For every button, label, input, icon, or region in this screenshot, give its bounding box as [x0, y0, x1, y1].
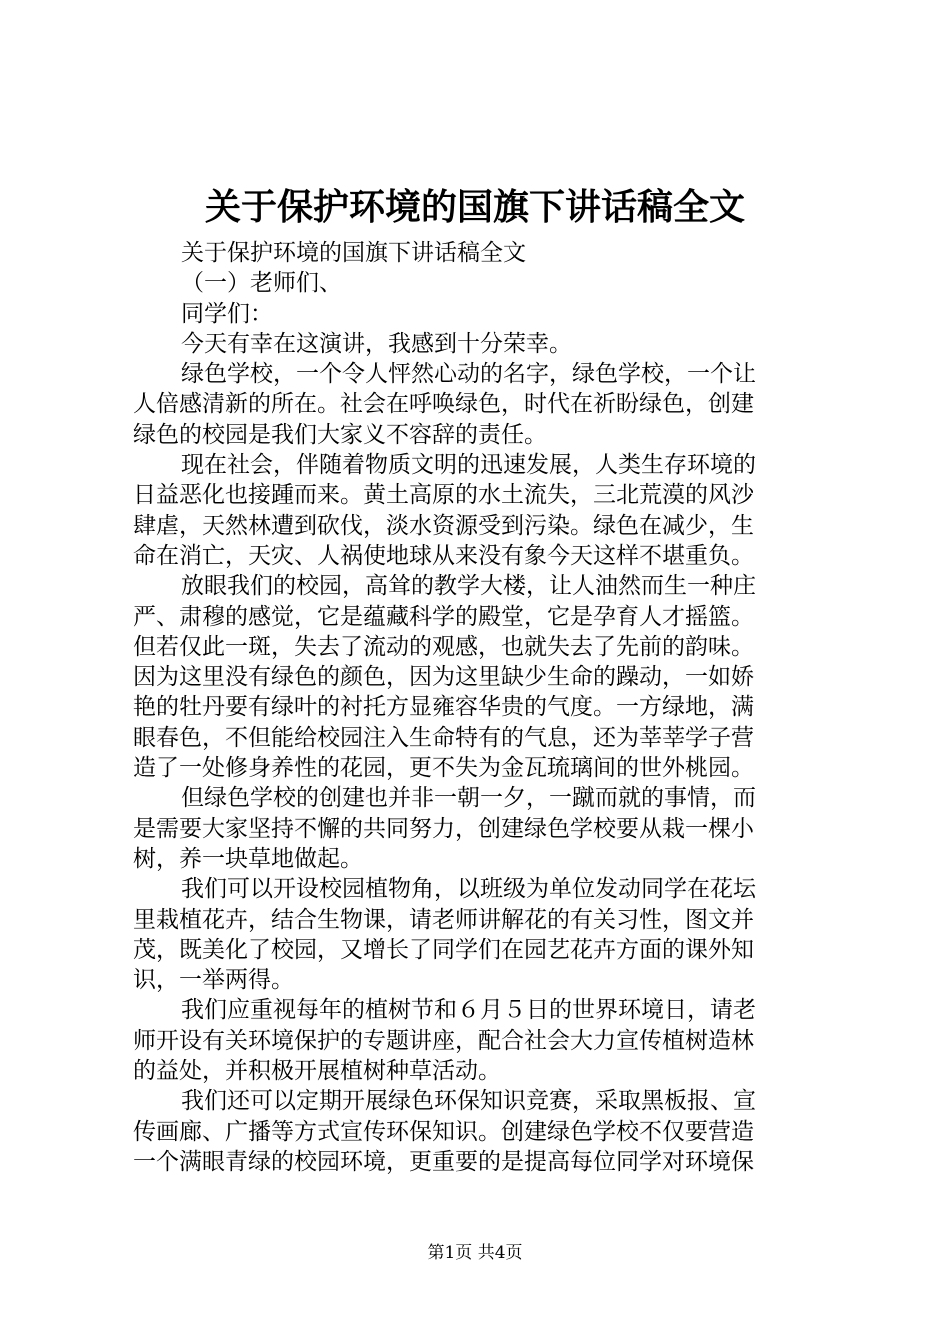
text-line: 眼春色，不但能给校园注入生命特有的气息，还为莘莘学子营: [133, 724, 754, 751]
text-line: 一个满眼青绿的校园环境，更重要的是提高每位同学对环境保: [133, 1148, 754, 1175]
text-line: 识，一举两得。: [133, 967, 294, 994]
text-line: 艳的牡丹要有绿叶的衬托方显雍容华贵的气度。一方绿地，满: [133, 694, 754, 721]
text-line: 我们可以开设校园植物角，以班级为单位发动同学在花坛: [181, 876, 756, 903]
text-line: 绿色学校，一个令人怦然心动的名字，绿色学校，一个让: [181, 361, 756, 388]
text-line: 现在社会，伴随着物质文明的迅速发展，人类生存环境的: [181, 452, 756, 479]
text-line: 日益恶化也接踵而来。黄土高原的水土流失，三北荒漠的风沙: [133, 482, 754, 509]
text-line: 我们应重视每年的植树节和６月５日的世界环境日，请老: [181, 997, 756, 1024]
text-line: 树，养一块草地做起。: [133, 845, 363, 872]
text-line: 师开设有关环境保护的专题讲座，配合社会大力宣传植树造林: [133, 1027, 754, 1054]
text-line: 的益处，并积极开展植树种草活动。: [133, 1058, 501, 1085]
document-title: 关于保护环境的国旗下讲话稿全文: [204, 186, 745, 228]
document-body: [133, 238, 829, 1177]
text-line: 同学们：: [181, 300, 273, 327]
text-line: 肆虐，天然林遭到砍伐，淡水资源受到污染。绿色在减少，生: [133, 512, 754, 539]
text-line: 但绿色学校的创建也并非一朝一夕，一蹴而就的事情，而: [181, 785, 756, 812]
text-line: 茂，既美化了校园，又增长了同学们在园艺花卉方面的课外知: [133, 936, 754, 963]
text-line: 绿色的校园是我们大家义不容辞的责任。: [133, 421, 547, 448]
text-line: 但若仅此一斑，失去了流动的观感，也就失去了先前的韵味。: [133, 633, 754, 660]
text-line: 放眼我们的校园，高耸的教学大楼，让人油然而生一种庄: [181, 573, 756, 600]
text-line: 关于保护环境的国旗下讲话稿全文: [181, 240, 526, 266]
text-line: 传画廊、广播等方式宣传环保知识。创建绿色学校不仅要营造: [133, 1118, 754, 1145]
text-line: 里栽植花卉，结合生物课，请老师讲解花的有关习性，图文并: [133, 906, 754, 933]
text-line: 严、肃穆的感觉，它是蕴藏科学的殿堂，它是孕育人才摇篮。: [133, 603, 754, 630]
text-line: 是需要大家坚持不懈的共同努力，创建绿色学校要从栽一棵小: [133, 815, 754, 842]
text-line: 人倍感清新的所在。社会在呼唤绿色，时代在祈盼绿色，创建: [133, 391, 754, 418]
text-line: 我们还可以定期开展绿色环保知识竞赛，采取黑板报、宣: [181, 1088, 756, 1115]
text-line: （一）老师们、: [181, 270, 342, 297]
page-footer: 第1页 共4页: [427, 1243, 523, 1263]
text-line: 造了一处修身养性的花园，更不失为金瓦琉璃间的世外桃园。: [133, 755, 754, 782]
text-line: 因为这里没有绿色的颜色，因为这里缺少生命的躁动，一如娇: [133, 664, 754, 691]
text-line: 命在消亡，天灾、人祸使地球从来没有象今天这样不堪重负。: [133, 542, 754, 569]
text-line: 今天有幸在这演讲，我感到十分荣幸。: [181, 330, 572, 357]
